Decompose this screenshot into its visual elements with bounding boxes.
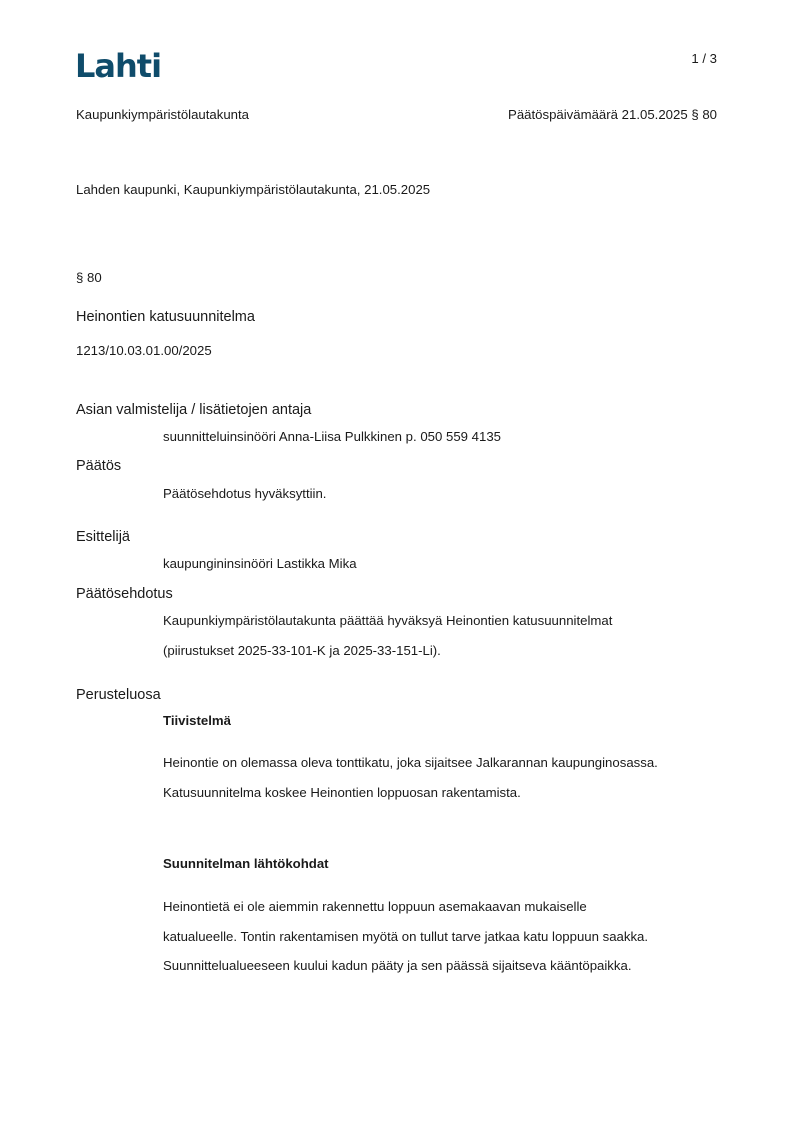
preparer-value: suunnitteluinsinööri Anna-Liisa Pulkkinen p. 050 559 4135 <box>163 429 501 444</box>
summary-line: Katusuunnitelma koskee Heinontien loppuosan rakentamista. <box>163 785 521 800</box>
logo-text: Lahti <box>75 47 162 83</box>
proposal-line: Kaupunkiympäristölautakunta päättää hyväksyä Heinontien katusuunnitelmat <box>163 613 613 628</box>
starting-points-line: katualueelle. Tontin rakentamisen myötä on tullut tarve jatkaa katu loppuun saakka. <box>163 929 649 944</box>
proposal-heading: Päätösehdotus <box>76 586 173 602</box>
lahti-logo <box>75 47 167 83</box>
starting-points-line: Suunnittelualueeseen kuului kadun pääty ja sen päässä sijaitseva kääntöpaikka. <box>163 958 632 973</box>
preparer-heading: Asian valmistelija / lisätietojen antaja <box>76 402 312 418</box>
presenter-value: kaupungininsinööri Lastikka Mika <box>163 556 357 571</box>
section-number: § 80 <box>76 270 102 285</box>
document-title: Heinontien katusuunnitelma <box>76 309 255 325</box>
proposal-line: (piirustukset 2025-33-101-K ja 2025-33-151-Li). <box>163 643 441 658</box>
body-name: Kaupunkiympäristölautakunta <box>76 107 250 122</box>
starting-points-line: Heinontietä ei ole aiemmin rakennettu loppuun asemakaavan mukaiselle <box>163 899 587 914</box>
city-body-date: Lahden kaupunki, Kaupunkiympäristölautakunta, 21.05.2025 <box>76 182 431 197</box>
presenter-heading: Esittelijä <box>76 529 130 545</box>
decision-date-ref: Päätöspäivämäärä 21.05.2025 § 80 <box>508 107 717 122</box>
starting-points-heading: Suunnitelman lähtökohdat <box>163 856 329 871</box>
record-number: 1213/10.03.01.00/2025 <box>76 343 212 358</box>
decision-value: Päätösehdotus hyväksyttiin. <box>163 486 327 501</box>
rationale-heading: Perusteluosa <box>76 687 161 703</box>
summary-heading: Tiivistelmä <box>163 713 231 728</box>
summary-line: Heinontie on olemassa oleva tonttikatu, joka sijaitsee Jalkarannan kaupunginosassa. <box>163 755 658 770</box>
page-number: 1 / 3 <box>691 51 717 66</box>
decision-heading: Päätös <box>76 458 122 474</box>
